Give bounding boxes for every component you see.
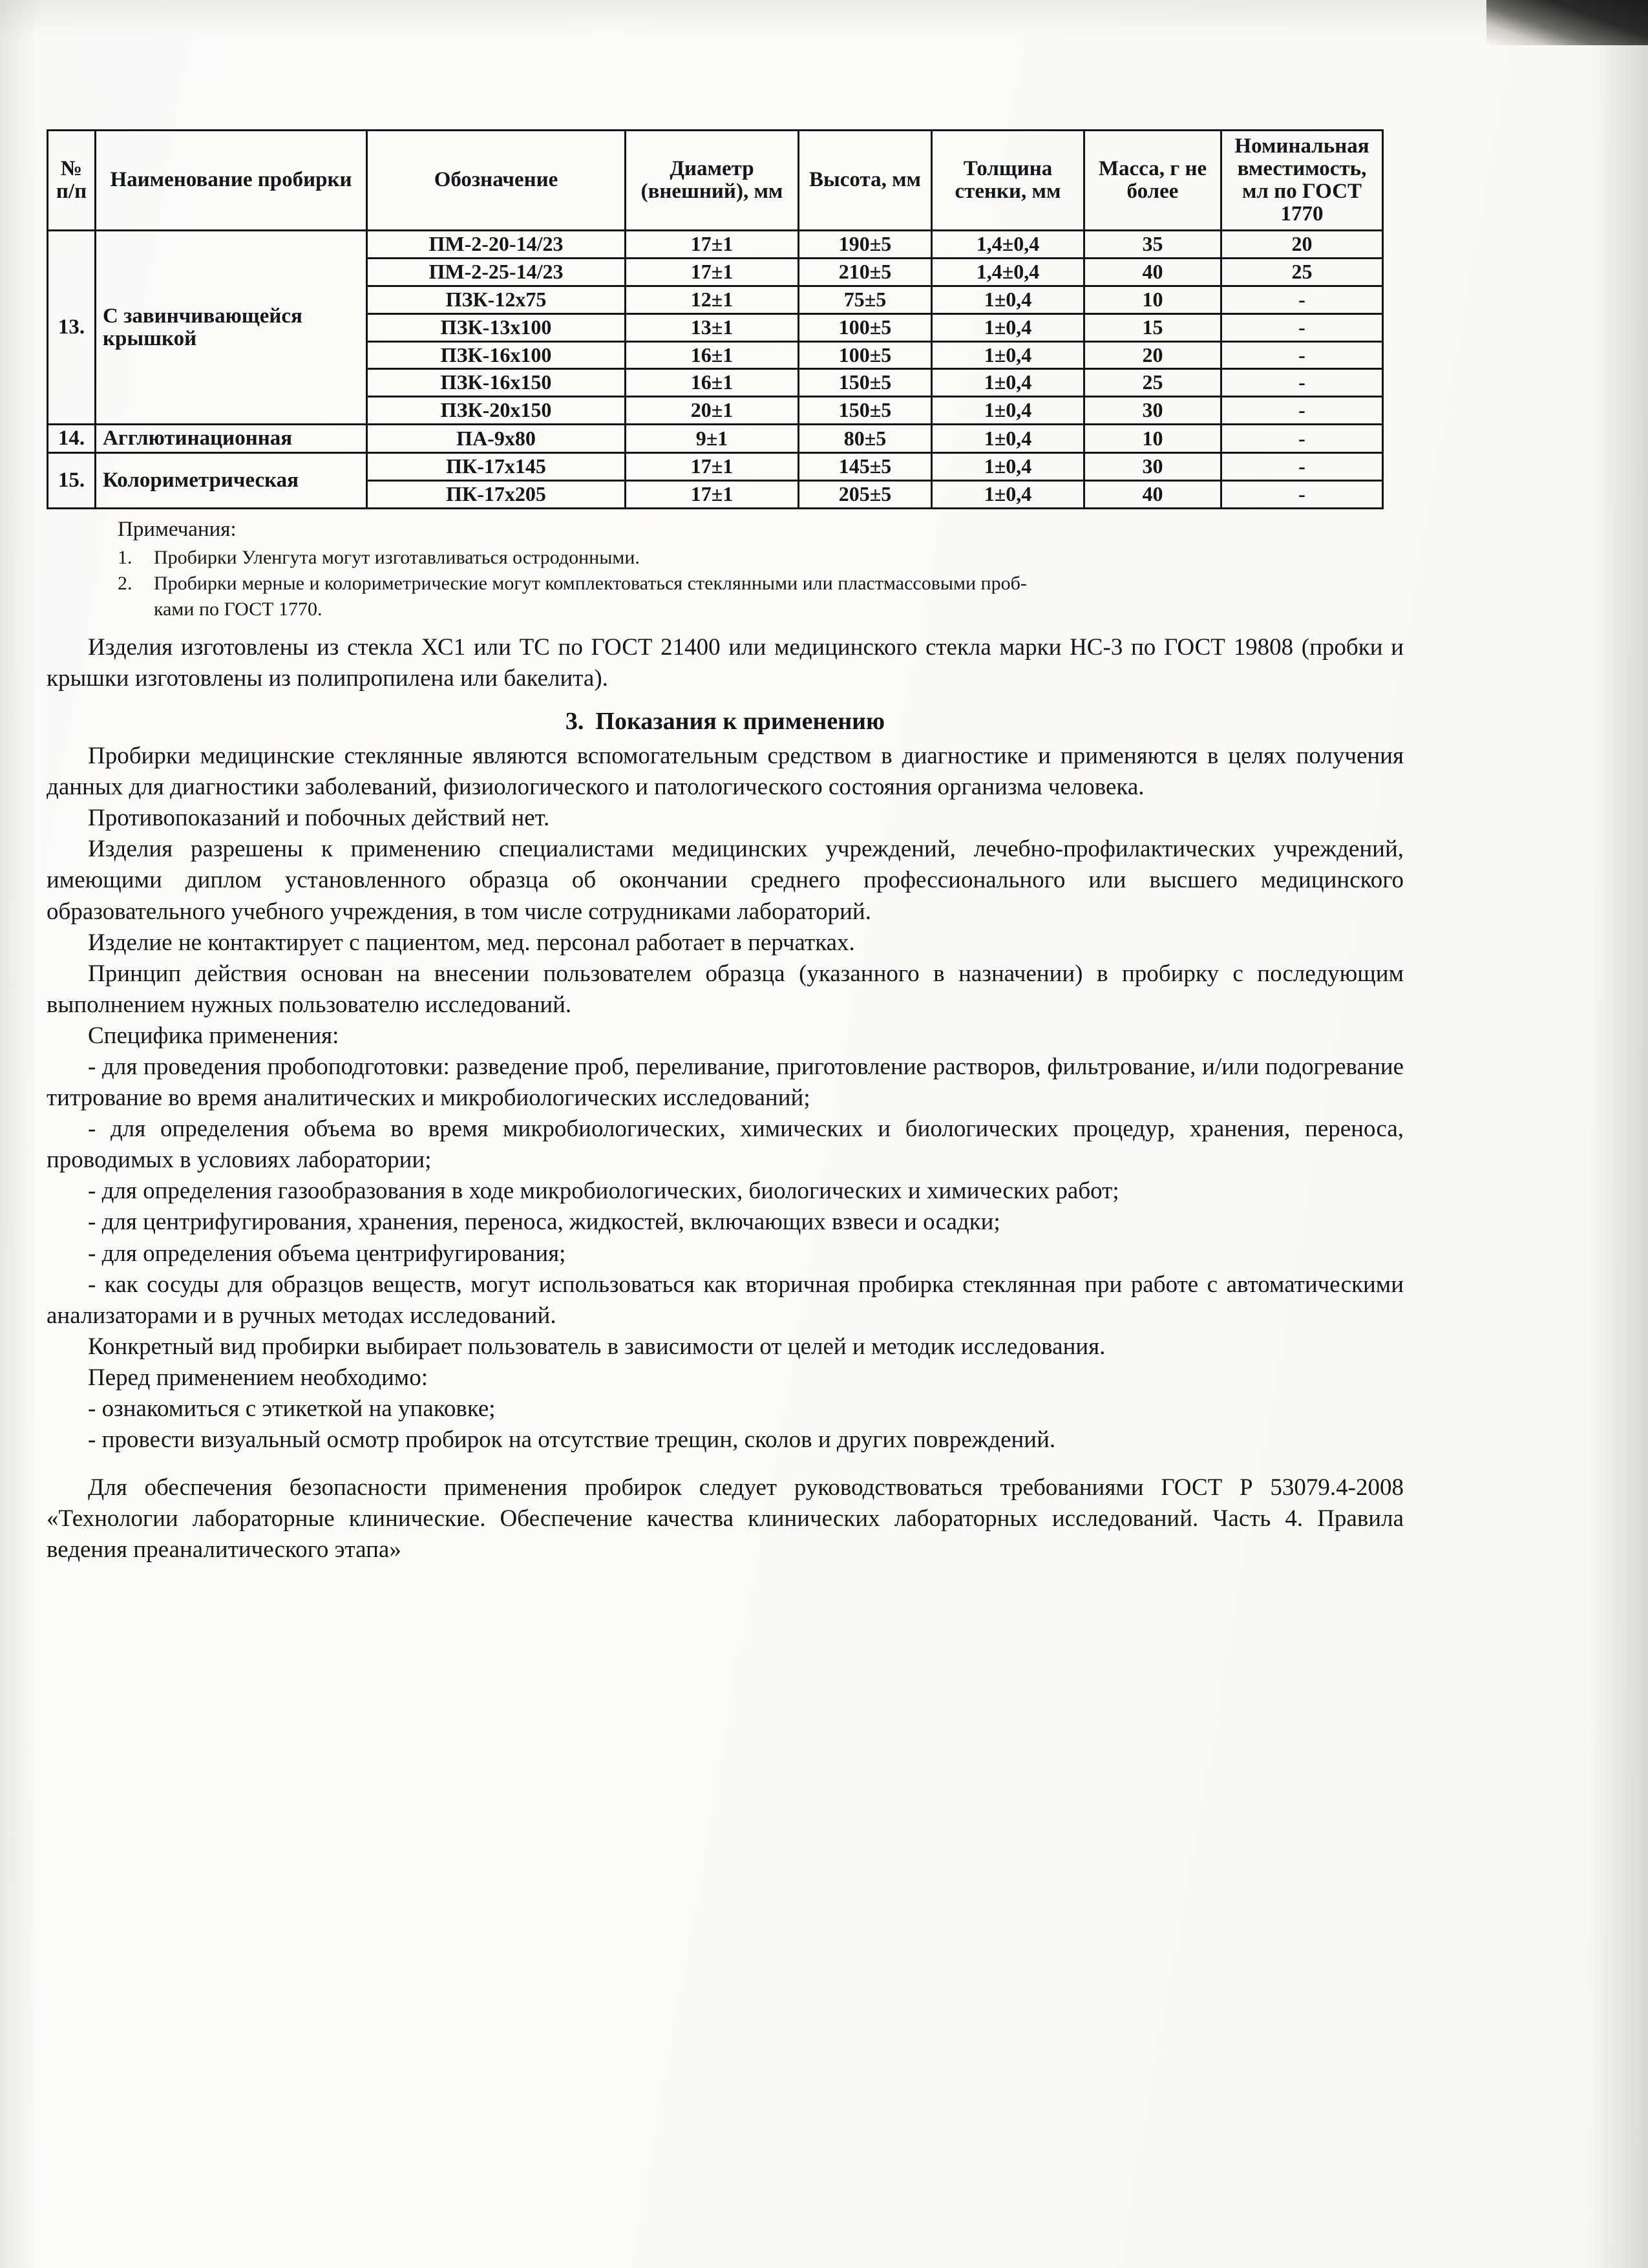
bullet-gas-formation: - для определения газообразования в ходе микробиологических, биологических и химических работ; bbox=[88, 1178, 1119, 1205]
cell-number: 14. bbox=[48, 425, 96, 453]
cell-volume: 20 bbox=[1221, 230, 1383, 258]
cell-mass: 30 bbox=[1084, 397, 1221, 425]
cell-volume: - bbox=[1221, 397, 1383, 425]
cell-wall: 1±0,4 bbox=[932, 369, 1084, 397]
section-title: Показания к применению bbox=[595, 708, 885, 736]
cell-wall: 1±0,4 bbox=[932, 425, 1084, 453]
cell-height: 100±5 bbox=[799, 313, 932, 341]
cell-volume: - bbox=[1221, 453, 1383, 481]
cell-designation: ПЗК-12х75 bbox=[367, 286, 626, 313]
cell-height: 210±5 bbox=[799, 258, 932, 286]
cell-designation: ПЗК-13х100 bbox=[367, 313, 626, 341]
bullet-centrifugation: - для центрифугирования, хранения, переноса, жидкостей, включающих взвеси и осадки; bbox=[88, 1209, 1000, 1236]
note-text: Пробирки мерные и колориметрические могут комплектоваться стеклянными или пластмассовыми проб- bbox=[154, 572, 1027, 594]
cell-volume: - bbox=[1221, 286, 1383, 313]
paragraph-no-patient-contact: Изделие не контактирует с пациентом, мед. персонал работает в перчатках. bbox=[88, 929, 855, 956]
note-number: 2. bbox=[118, 572, 132, 594]
cell-volume: - bbox=[1221, 369, 1383, 397]
cell-name: Колориметрическая bbox=[96, 453, 367, 509]
cell-mass: 40 bbox=[1084, 481, 1221, 509]
paragraph-operating-principle: Принцип действия основан на внесении пользователем образца (указанного в назначении) в пробирку с последующим выполнением нужных пользователю исследований. bbox=[47, 960, 1404, 1018]
bullet-secondary-tube: - как сосуды для образцов веществ, могут использоваться как вторичная пробирка стеклянная при работе с автоматическими анализаторами и в ручных методах исследований. bbox=[47, 1271, 1404, 1329]
bullet-volume-determination: - для определения объема во время микробиологических, химических и биологических процедур, хранения, переноса, проводимых в условиях лаборатории; bbox=[47, 1116, 1404, 1174]
cell-designation: ПМ-2-25-14/23 bbox=[367, 258, 626, 286]
cell-diameter: 16±1 bbox=[626, 341, 799, 369]
cell-volume: - bbox=[1221, 481, 1383, 509]
paragraph-material: Изделия изготовлены из стекла ХС1 или ТС по ГОСТ 21400 или медицинского стекла марки НС-3 по ГОСТ 19808 (пробки и крышки изготовлены из полипропилена или бакелита). bbox=[47, 633, 1404, 692]
col-header-volume: Номинальная вместимость, мл по ГОСТ 1770 bbox=[1221, 131, 1383, 231]
cell-diameter: 17±1 bbox=[626, 453, 799, 481]
cell-height: 145±5 bbox=[799, 453, 932, 481]
cell-diameter: 9±1 bbox=[626, 425, 799, 453]
scan-corner-fold bbox=[1486, 0, 1648, 45]
cell-wall: 1,4±0,4 bbox=[932, 258, 1084, 286]
paragraph-user-choice: Конкретный вид пробирки выбирает пользователь в зависимости от целей и методик исследования. bbox=[88, 1333, 1106, 1360]
section-heading-3 bbox=[47, 707, 1404, 736]
tube-specification-table bbox=[47, 129, 1384, 509]
table-notes bbox=[47, 516, 1404, 622]
cell-volume: 25 bbox=[1221, 258, 1383, 286]
cell-mass: 35 bbox=[1084, 230, 1221, 258]
cell-volume: - bbox=[1221, 425, 1383, 453]
table-body bbox=[48, 230, 1383, 508]
paragraph-usage-specifics-title: Специфика применения: bbox=[88, 1022, 339, 1049]
table-row bbox=[48, 453, 1383, 481]
table-header bbox=[48, 131, 1383, 231]
cell-diameter: 13±1 bbox=[626, 313, 799, 341]
scan-shadow-left bbox=[0, 0, 39, 2268]
cell-height: 150±5 bbox=[799, 369, 932, 397]
cell-designation: ПЗК-16х150 bbox=[367, 369, 626, 397]
col-header-wall-thickness: Толщина стенки, мм bbox=[932, 131, 1084, 231]
cell-height: 205±5 bbox=[799, 481, 932, 509]
cell-volume: - bbox=[1221, 341, 1383, 369]
cell-designation: ПА-9х80 bbox=[367, 425, 626, 453]
paragraph-indications: Пробирки медицинские стеклянные являются вспомогательным средством в диагностике и применяются в целях получения данных для диагностики заболеваний, физиологического и патологического состояния организма человека. bbox=[47, 743, 1404, 801]
col-header-name: Наименование пробирки bbox=[96, 131, 367, 231]
cell-wall: 1±0,4 bbox=[932, 453, 1084, 481]
cell-mass: 30 bbox=[1084, 453, 1221, 481]
note-item bbox=[118, 571, 1404, 596]
cell-height: 150±5 bbox=[799, 397, 932, 425]
cell-diameter: 12±1 bbox=[626, 286, 799, 313]
paragraph-safety-gost: Для обеспечения безопасности применения пробирок следует руководствоваться требованиями ГОСТ Р 53079.4-2008 «Технологии лабораторные клинические. Обеспечение качества клинических лабораторных исследований. Часть 4. Правила ведения преаналитического этапа» bbox=[47, 1474, 1404, 1563]
note-number: 1. bbox=[118, 546, 132, 568]
cell-height: 100±5 bbox=[799, 341, 932, 369]
cell-designation: ПК-17х145 bbox=[367, 453, 626, 481]
cell-diameter: 17±1 bbox=[626, 481, 799, 509]
cell-designation: ПЗК-20х150 bbox=[367, 397, 626, 425]
cell-diameter: 16±1 bbox=[626, 369, 799, 397]
note-text: Пробирки Уленгута могут изготавливаться остродонными. bbox=[154, 546, 640, 568]
cell-height: 80±5 bbox=[799, 425, 932, 453]
bullet-check-label: - ознакомиться с этикеткой на упаковке; bbox=[88, 1395, 496, 1423]
cell-wall: 1±0,4 bbox=[932, 286, 1084, 313]
cell-diameter: 17±1 bbox=[626, 258, 799, 286]
cell-designation: ПЗК-16х100 bbox=[367, 341, 626, 369]
table-row bbox=[48, 425, 1383, 453]
cell-mass: 25 bbox=[1084, 369, 1221, 397]
cell-wall: 1±0,4 bbox=[932, 397, 1084, 425]
cell-diameter: 17±1 bbox=[626, 230, 799, 258]
cell-number: 13. bbox=[48, 230, 96, 424]
paragraph-no-contraindications: Противопоказаний и побочных действий нет. bbox=[88, 805, 550, 832]
page-content bbox=[47, 129, 1404, 1566]
cell-volume: - bbox=[1221, 313, 1383, 341]
paragraph-before-use-title: Перед применением необходимо: bbox=[88, 1364, 428, 1391]
cell-wall: 1±0,4 bbox=[932, 341, 1084, 369]
note-item bbox=[118, 545, 1404, 570]
paragraph-authorized-users: Изделия разрешены к применению специалистами медицинских учреждений, лечебно-профилактических учреждений, имеющими диплом установленного образца об окончании среднего профессионального или высшего медицинского образовательного учебного учреждения, в том числе сотрудниками лабораторий. bbox=[47, 836, 1404, 925]
bullet-centrifugation-volume: - для определения объема центрифугирования; bbox=[88, 1240, 566, 1267]
cell-mass: 10 bbox=[1084, 286, 1221, 313]
notes-title: Примечания: bbox=[118, 518, 237, 541]
cell-height: 75±5 bbox=[799, 286, 932, 313]
cell-mass: 15 bbox=[1084, 313, 1221, 341]
cell-name: Агглютинационная bbox=[96, 425, 367, 453]
section-number: 3. bbox=[565, 708, 584, 736]
cell-name: С завинчивающейся крышкой bbox=[96, 230, 367, 424]
table-row bbox=[48, 230, 1383, 258]
col-header-designation: Обозначение bbox=[367, 131, 626, 231]
col-header-diameter: Диаметр (внешний), мм bbox=[626, 131, 799, 231]
cell-wall: 1,4±0,4 bbox=[932, 230, 1084, 258]
cell-mass: 10 bbox=[1084, 425, 1221, 453]
scan-shadow-top bbox=[0, 0, 1648, 39]
cell-wall: 1±0,4 bbox=[932, 481, 1084, 509]
cell-height: 190±5 bbox=[799, 230, 932, 258]
bullet-visual-inspection: - провести визуальный осмотр пробирок на отсутствие трещин, сколов и других повреждений. bbox=[88, 1426, 1056, 1454]
cell-designation: ПМ-2-20-14/23 bbox=[367, 230, 626, 258]
cell-mass: 20 bbox=[1084, 341, 1221, 369]
cell-diameter: 20±1 bbox=[626, 397, 799, 425]
col-header-height: Высота, мм bbox=[799, 131, 932, 231]
cell-wall: 1±0,4 bbox=[932, 313, 1084, 341]
bullet-sample-preparation: - для проведения пробоподготовки: разведение проб, переливание, приготовление растворов, фильтрование, и/или подогревание титрование во время аналитических и микробиологических исследований; bbox=[47, 1054, 1404, 1112]
col-header-number: № п/п bbox=[48, 131, 96, 231]
note-text-continued: ками по ГОСТ 1770. bbox=[154, 598, 322, 620]
cell-mass: 40 bbox=[1084, 258, 1221, 286]
col-header-mass: Масса, г не более bbox=[1084, 131, 1221, 231]
cell-designation: ПК-17х205 bbox=[367, 481, 626, 509]
table-header-row bbox=[48, 131, 1383, 231]
cell-number: 15. bbox=[48, 453, 96, 509]
scan-shadow-right bbox=[1590, 0, 1648, 2268]
